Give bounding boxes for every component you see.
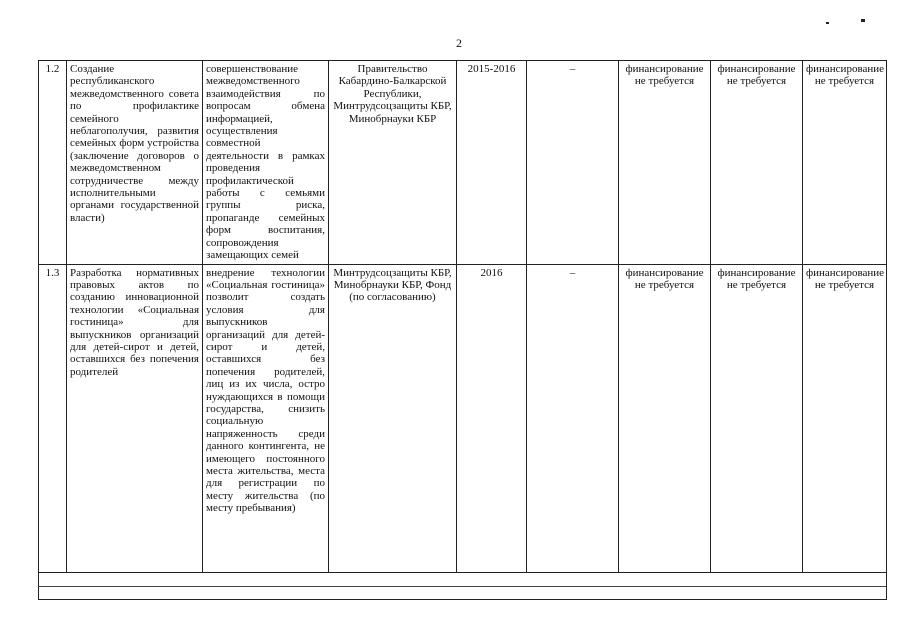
row-number: 1.3 <box>39 264 67 572</box>
period-cell: 2015-2016 <box>457 61 527 265</box>
page-number: 2 <box>456 36 462 50</box>
financing-cell: финансирование не требуется <box>803 61 887 265</box>
row-number: 1.2 <box>39 61 67 265</box>
measures-table <box>38 60 887 600</box>
executor-cell: Минтрудсоцзащиты КБР, Минобрнауки КБР, Фонд (по согласованию) <box>329 264 457 572</box>
financing-cell: финансирование не требуется <box>711 61 803 265</box>
executor-cell: Правительство Кабардино-Балкарской Республики, Минтрудсоцзащиты КБР, Минобрнауки КБР <box>329 61 457 265</box>
measure-cell: Разработка нормативных правовых актов по созданию инновационной технологии «Социальная гостиница» для выпускников организаций для детей-сирот и детей, оставшихся без попечения родителей <box>67 264 203 572</box>
table-row <box>39 264 887 572</box>
period-cell: 2016 <box>457 264 527 572</box>
financing-cell: финансирование не требуется <box>711 264 803 572</box>
financing-cell: финансирование не требуется <box>619 61 711 265</box>
financing-cell: финансирование не требуется <box>803 264 887 572</box>
measure-cell: Создание республиканского межведомственного совета по профилактике семейного неблагополучия, развития семейных форм устройства (заключение договоров о межведомственном сотрудничестве между исполнительными органами государственной власти) <box>67 61 203 265</box>
dash-cell: – <box>527 61 619 265</box>
dash-cell: – <box>527 264 619 572</box>
scan-speck <box>861 19 865 22</box>
result-cell: совершенствование межведомственного взаимодействия по вопросам обмена информацией, осуществления совместной деятельности в рамках проведения профилактической работы с семьями группы риска, пропаганде семейных форм воспитания, сопровождения замещающих семей <box>203 61 329 265</box>
table-row <box>39 61 887 265</box>
table-bottom-rule <box>38 586 886 587</box>
scan-speck <box>826 22 829 24</box>
financing-cell: финансирование не требуется <box>619 264 711 572</box>
result-cell: внедрение технологии «Социальная гостиница» позволит создать условия для выпускников организаций для детей-сирот и детей, оставшихся без попечения родителей, лиц из их числа, остро нуждающихся в помощи государства, снизить социальную напряженность среди данного контингента, не имеющего постоянного места жительства, места для регистрации по месту жительства (по месту пребывания) <box>203 264 329 572</box>
